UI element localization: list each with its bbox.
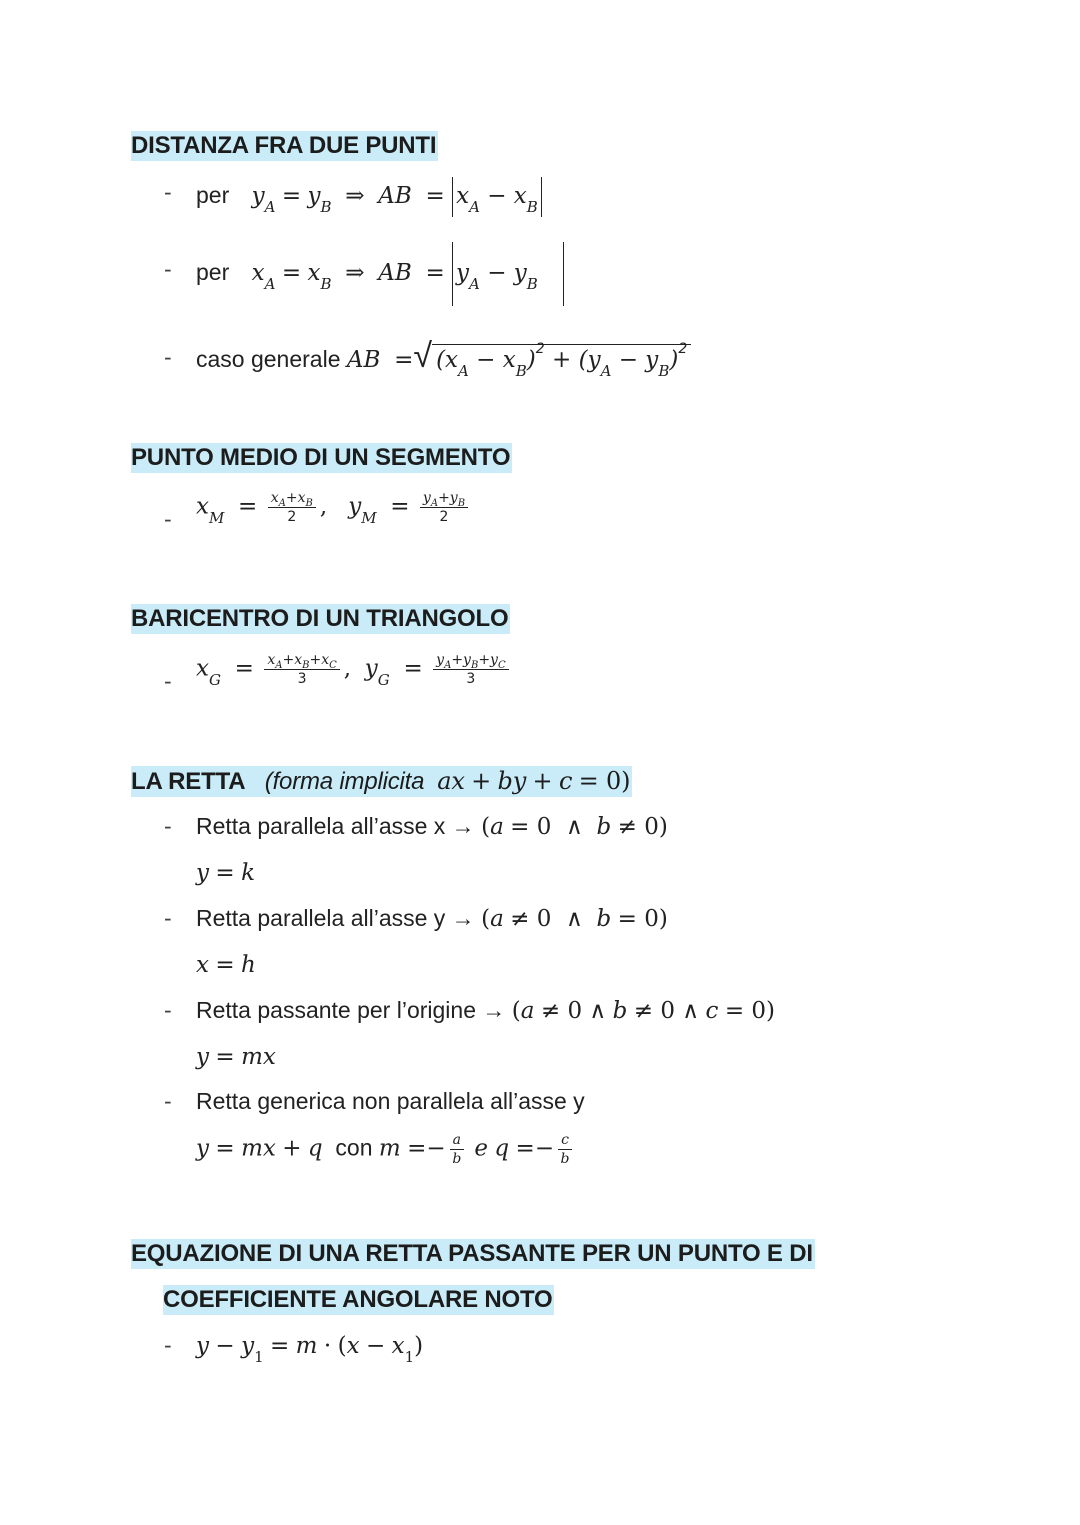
heading-punto-medio: PUNTO MEDIO DI UN SEGMENTO xyxy=(131,444,511,471)
formula-centroid: $x_G$ = $\frac{x_A+x_B+x_C}{3}$ , $y_G$ = $\frac{y_A+y_B+y_C}{3}$ xyxy=(196,652,513,687)
heading-la-retta: LA RETTA (forma implicita ax + by + c = 0) xyxy=(131,767,631,795)
bullet-dash: - xyxy=(164,256,172,282)
bullet-dash: - xyxy=(164,905,172,931)
bullet-dash: - xyxy=(164,506,172,532)
formula-midpoint: $x_M$ = $\frac{x_A+x_B}{2}$ , $y_M$ = $\frac{y_A+y_B}{2}$ xyxy=(196,490,472,525)
item-generic: Retta generica non parallela all’asse y xyxy=(196,1088,585,1114)
item-parallel-x: Retta parallela all’asse x → (a = 0 ∧ b ≠ 0) xyxy=(196,813,668,840)
bullet-dash: - xyxy=(164,1088,172,1114)
formula-horizontal: per $y_A = y_B$ ⇒ AB = $x_A - x_B$ xyxy=(196,177,542,217)
item-parallel-y: Retta parallela all’asse y → (a ≠ 0 ∧ b = 0) xyxy=(196,905,668,932)
heading-baricentro: BARICENTRO DI UN TRIANGOLO xyxy=(131,605,509,632)
bullet-dash: - xyxy=(164,997,172,1023)
formula-point-slope: $y - y_1 = m \cdot (x - x_1)$ xyxy=(196,1333,424,1366)
bullet-dash: - xyxy=(164,179,172,205)
bullet-dash: - xyxy=(164,344,172,370)
bullet-dash: - xyxy=(164,813,172,839)
heading-equazione-line2: COEFFICIENTE ANGOLARE NOTO xyxy=(163,1286,553,1313)
item-origin: Retta passante per l’origine → (a ≠ 0 ∧ b ≠ 0 ∧ c = 0) xyxy=(196,997,776,1024)
heading-distanza: DISTANZA FRA DUE PUNTI xyxy=(131,132,437,159)
bullet-dash: - xyxy=(164,668,172,694)
bullet-dash: - xyxy=(164,1332,172,1358)
formula-general: caso generale AB =√ $(x_A - x_B)^2 + (y_A - y_B)^2$ xyxy=(196,336,691,378)
formula-vertical: per $x_A = x_B$ ⇒ AB = $y_A - y_B$ xyxy=(196,242,564,306)
heading-equazione-line1: EQUAZIONE DI UNA RETTA PASSANTE PER UN PUNTO E DI xyxy=(131,1240,813,1267)
document-page: DISTANZA FRA DUE PUNTI - per $y_A = y_B$ ⇒ AB = $x_A - x_B$ - per $x_A = x_B$ ⇒ AB = $y_A - y_B$ - caso generale AB =√ $(x_A - x_B)^2 + (y_A - y_B)^2$ PUNTO MEDIO DI UN SEGMENTO - $x_M$ = $\frac{x_A+x_B}{2}$ , $y_M$ = $\frac{y_A+y_B}{2}$ BARICENTRO DI UN TRIANGOLO - $x_G$ = $\frac{x_A+x_B+x_C}{3}$ , $y_G$ = $\frac{y_A+y_B+y_C}{3}$ LA RETTA (forma implicita ax + by + c = 0) - Retta parallela all’asse x → (a = 0 ∧ b ≠ 0) y = k - Retta parallela all’asse y → (a ≠ 0 ∧ b = 0) x = h - Retta passante per l’origine → (a ≠ 0 ∧ b ≠ 0 ∧ c = 0) y = mx - Retta generica non parallela all’asse y y = mx + q con m =− $\frac{a}{b}$ e q =− $\frac{c}{b}$ EQUAZIONE DI UNA RETTA PASSANTE PER UN PUNTO E DI COEFFICIENTE ANGOLARE NOTO - $y - y_1 = m \cdot (x - x_1)$ xyxy=(131,132,813,1366)
